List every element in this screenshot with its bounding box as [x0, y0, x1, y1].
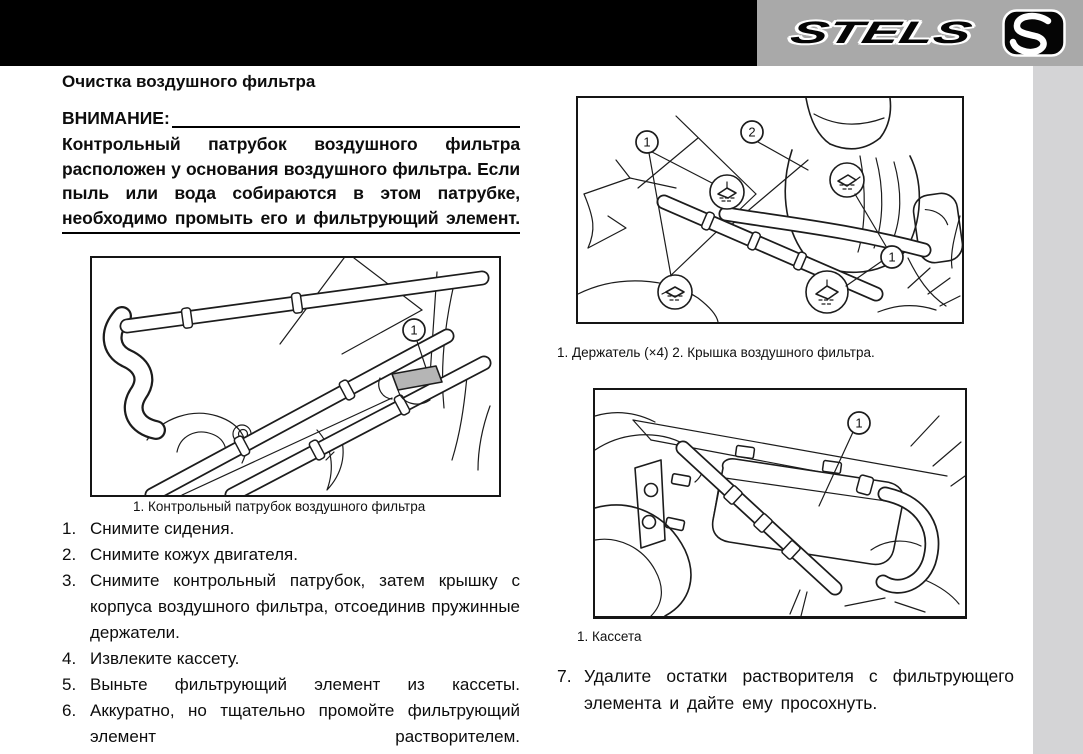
control-pipe-illustration	[92, 258, 499, 495]
step-item	[62, 672, 520, 698]
brand-panel	[757, 0, 1083, 66]
step-text: Снимите кожух двигателя.	[90, 545, 298, 564]
warning-line: необходимо промыть его и фильтрующий элемент.	[62, 207, 520, 228]
svg-text:1: 1	[855, 415, 863, 431]
cassette-illustration	[595, 390, 965, 616]
step-number: 7.	[557, 666, 572, 686]
bracket-panel	[635, 460, 691, 548]
svg-text:1: 1	[888, 249, 896, 265]
step-item	[62, 542, 520, 568]
step-text: Снимите сидения.	[90, 519, 235, 538]
svg-text:1: 1	[410, 322, 418, 338]
header-black-bar	[0, 0, 757, 66]
step-text: Удалите остатки растворителя с фильтрующего элемента и дайте ему просохнуть.	[584, 666, 1014, 713]
step-text: Аккуратно, но тщательно промойте фильтрующий элемент растворителем.	[90, 701, 520, 746]
step-number: 6.	[62, 701, 77, 720]
warning-text	[62, 132, 520, 234]
step-item	[557, 663, 1014, 717]
stels-wordmark: STELS	[787, 15, 976, 50]
figure-caption: 1. Держатель (×4) 2. Крышка воздушного фильтра.	[557, 345, 875, 360]
filter-cover-illustration	[578, 98, 962, 322]
step-item	[62, 646, 520, 672]
steps-list	[62, 516, 520, 750]
step-text: Извлеките кассету.	[90, 649, 240, 668]
warning-line: пыль или вода собираются в этом патрубке,	[62, 183, 520, 203]
page-title: Очистка воздушного фильтра	[62, 72, 316, 91]
callout-badge	[741, 121, 808, 170]
figure-caption: 1. Кассета	[577, 629, 642, 644]
figure-caption: 1. Контрольный патрубок воздушного фильтра	[133, 499, 426, 514]
warning-underline	[172, 126, 520, 128]
figure-control-pipe	[90, 256, 501, 497]
warning-block	[62, 105, 520, 234]
warning-label: ВНИМАНИЕ:	[62, 108, 170, 128]
step-item	[62, 568, 520, 646]
stels-s-badge-icon	[1001, 8, 1067, 58]
svg-text:1: 1	[643, 134, 651, 150]
step-number: 3.	[62, 571, 77, 590]
step-item	[62, 698, 520, 750]
warning-head	[62, 105, 520, 129]
step-text: Снимите контрольный патрубок, затем крышку с корпуса воздушного фильтра, отсоединив пружинные держатели.	[90, 571, 520, 642]
step-number: 1.	[62, 519, 77, 538]
step-number: 2.	[62, 545, 77, 564]
step-text: Выньте фильтрующий элемент из кассеты.	[90, 675, 520, 694]
step-number: 4.	[62, 649, 77, 668]
figure-cassette	[593, 388, 967, 619]
warning-line: Контрольный патрубок воздушного фильтра	[62, 134, 520, 154]
step-number: 5.	[62, 675, 77, 694]
side-strip	[1033, 66, 1083, 754]
figure-filter-cover	[576, 96, 964, 324]
warning-line: расположен у основания воздушного фильтра. Если	[62, 158, 520, 179]
step-item	[62, 516, 520, 542]
svg-text:2: 2	[748, 124, 756, 140]
